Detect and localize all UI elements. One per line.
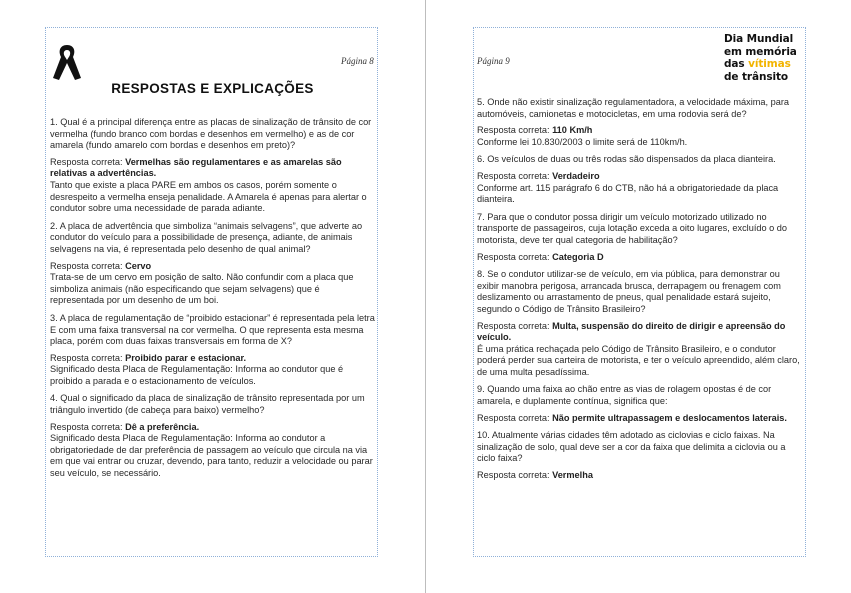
question-text: 9. Quando uma faixa ao chão entre as vias de rolagem opostas é de cor amarela, e duplamente contínua, significa que: xyxy=(477,384,772,407)
answer-line xyxy=(50,261,376,273)
answer-prefix: Resposta correta: xyxy=(477,470,553,481)
answer-prefix: Resposta correta: xyxy=(477,412,553,423)
answer-line xyxy=(477,413,803,425)
logo-line-3-highlight: vítimas xyxy=(748,58,791,70)
answer-text: 110 Km/h xyxy=(552,125,593,136)
logo-line-2: em memória xyxy=(724,45,797,58)
answer-text: Não permite ultrapassagem e deslocamentos laterais. xyxy=(552,412,787,423)
right-column xyxy=(477,97,803,482)
question-text: 1. Qual é a principal diferença entre as placas de sinalização de trânsito de cor vermelha (fundo branco com bordas e desenhos em vermelho) e as de cor amarela (fundo amarelo com bordas e desenhos em preto)? xyxy=(50,117,372,151)
answer-prefix: Resposta correta: xyxy=(477,320,553,331)
qa-item-2 xyxy=(50,221,376,307)
page-heading: RESPOSTAS E EXPLICAÇÕES xyxy=(111,81,314,96)
answer-text: Verdadeiro xyxy=(552,170,600,181)
answer-prefix: Resposta correta: xyxy=(50,352,126,363)
qa-item-3 xyxy=(50,313,376,388)
answer-prefix: Resposta correta: xyxy=(477,125,553,136)
qa-item-5 xyxy=(477,97,803,148)
answer-prefix: Resposta correta: xyxy=(50,156,126,167)
question-text: 10. Atualmente várias cidades têm adotado as ciclovias e ciclo faixas. Na sinalização de solo, qual deve ser a cor da faixa que delimita a ciclovia ou a ciclo faixa? xyxy=(477,430,786,464)
answer-text: Dê a preferência. xyxy=(125,421,200,432)
question-text: 8. Se o condutor utilizar-se de veículo, em via pública, para demonstrar ou exibir manobra perigosa, arrancada brusca, derrapagem ou frenagem com deslizamento ou arrastamento de pneus, qual penalidade estará sujeito, segundo o Código de Trânsito Brasileiro? xyxy=(477,269,781,314)
page-divider xyxy=(425,0,426,593)
page-number-right: Página 9 xyxy=(477,56,510,66)
qa-item-7 xyxy=(477,212,803,269)
logo-line-3 xyxy=(724,58,797,71)
explanation-text: Tanto que existe a placa PARE em ambos os casos, porém somente o desrespeito a vermelha enseja penalidade. A Amarela é apenas para alertar o condutor sobre uma necessidade de parada adiante. xyxy=(50,179,367,214)
logo-line-4: de trânsito xyxy=(724,70,789,83)
qa-item-10 xyxy=(477,430,803,481)
answer-prefix: Resposta correta: xyxy=(50,421,126,432)
answer-line xyxy=(50,157,376,180)
answer-line xyxy=(477,470,803,482)
explanation-text: Significado desta Placa de Regulamentação: Informa ao condutor a obrigatoriedade de dar preferência de passagem ao veículo que circula na via em que vai entrar ou cruzar, devendo, para tanto, reduzir a velocidade ou parar seu veículo, se necessário. xyxy=(50,433,373,479)
answer-text: Vermelha xyxy=(552,470,593,481)
logo-line-1: Dia Mundial xyxy=(724,33,794,45)
mourning-ribbon-icon xyxy=(50,42,84,82)
page-number-left: Página 8 xyxy=(341,56,374,66)
qa-item-9 xyxy=(477,384,803,430)
question-text: 5. Onde não existir sinalização regulamentadora, a velocidade máxima, para automóveis, camionetas e motocicletas, em uma rodovia será de? xyxy=(477,97,790,119)
answer-text: Multa, suspensão do direito de dirigir e apreensão do veículo. xyxy=(477,320,786,343)
explanation-text: Trata-se de um cervo em posição de salto. Não confundir com a placa que simboliza animais (não especificando que sejam selvagens) que é representada por um desenho de um boi. xyxy=(50,272,354,306)
answer-prefix: Resposta correta: xyxy=(477,251,553,262)
answer-line xyxy=(50,353,376,365)
explanation-text: Conforme art. 115 parágrafo 6 do CTB, não há a obrigatoriedade da placa dianteira. xyxy=(477,182,779,205)
answer-line xyxy=(477,125,803,137)
answer-text: Cervo xyxy=(125,260,152,271)
question-text: 2. A placa de advertência que simboliza “animais selvagens”, que adverte ao condutor do veículo para a possibilidade de presença, adiante, de animais selvagens na via, é representada pelo desenho de qual animal? xyxy=(50,220,363,254)
question-text: 6. Os veículos de duas ou três rodas são dispensados da placa dianteira. xyxy=(477,154,776,165)
question-text: 3. A placa de regulamentação de “proibido estacionar” é representada pela letra E com uma faixa transversal na cor vermelha. O que representa esta mesma placa, porém com duas faixas transversais em forma de X? xyxy=(50,312,375,347)
qa-item-1 xyxy=(50,117,376,215)
explanation-text: Conforme lei 10.830/2003 o limite será de 110km/h. xyxy=(477,136,688,147)
qa-item-8 xyxy=(477,269,803,378)
answer-line xyxy=(477,321,803,344)
question-text: 4. Qual o significado da placa de sinalização de trânsito representada por um triângulo invertido (de cabeça para baixo) vermelho? xyxy=(50,393,365,416)
left-column xyxy=(50,117,376,486)
campaign-logo xyxy=(724,33,797,83)
answer-text: Categoria D xyxy=(552,251,604,262)
answer-line xyxy=(477,171,803,183)
answer-line xyxy=(50,422,376,434)
logo-line-3-a: das xyxy=(724,58,749,70)
qa-item-6 xyxy=(477,154,803,205)
answer-text: Proibido parar e estacionar. xyxy=(125,352,247,363)
question-text: 7. Para que o condutor possa dirigir um veículo motorizado utilizado no transporte de passageiros, cuja lotação exceda a oito lugares, excluído o do motorista, deve ter qual categoria de habilitação? xyxy=(477,211,788,245)
answer-prefix: Resposta correta: xyxy=(50,260,126,271)
explanation-text: É uma prática rechaçada pelo Código de Trânsito Brasileiro, e o condutor poderá perder sua carteira de motorista, e ter o veículo apreendido, além claro, de uma multa pesadíssima. xyxy=(477,343,800,377)
answer-line xyxy=(477,252,803,264)
answer-text: Vermelhas são regulamentares e as amarelas são relativas a advertências. xyxy=(50,156,342,179)
qa-item-4 xyxy=(50,393,376,479)
explanation-text: Significado desta Placa de Regulamentação: Informa ao condutor que é proibido a parada e o estacionamento de veículos. xyxy=(50,364,344,386)
answer-prefix: Resposta correta: xyxy=(477,170,553,181)
